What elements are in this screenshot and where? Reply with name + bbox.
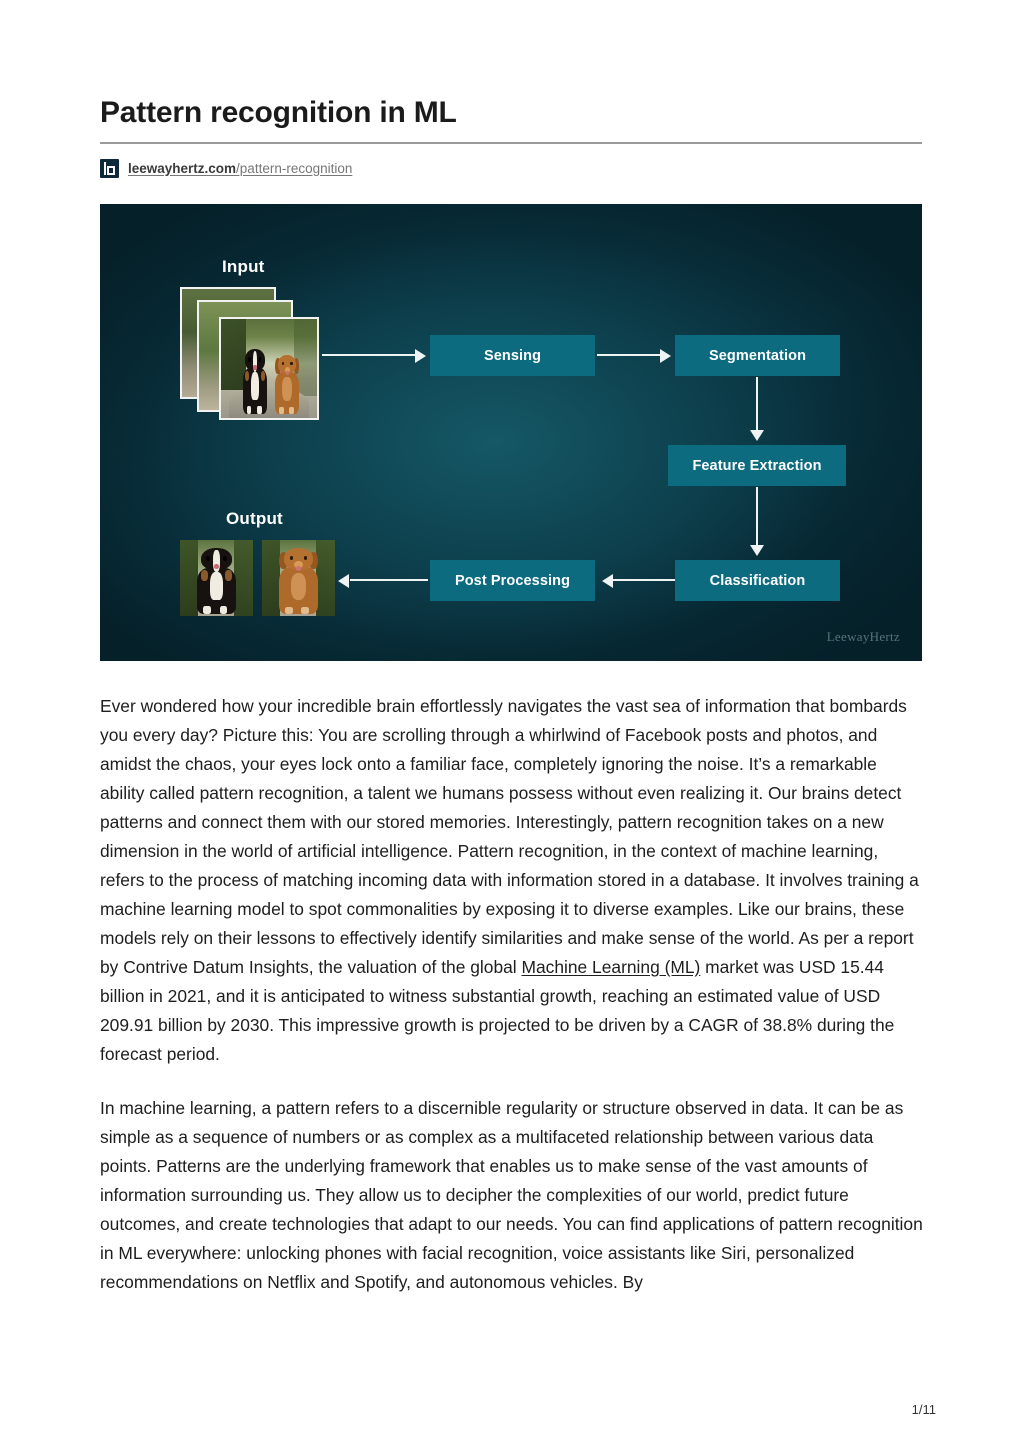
source-path: /pattern-recognition	[236, 160, 353, 176]
dog-dark-figure	[241, 349, 269, 414]
paragraph-1	[100, 692, 924, 1069]
arrow-head-classification-to-postprocessing	[602, 574, 613, 588]
page-content	[100, 0, 922, 1297]
input-photo-front	[219, 317, 319, 420]
arrow-sensing-to-segmentation	[597, 354, 661, 356]
figure-label-output: Output	[226, 509, 283, 528]
leewayhertz-logo-icon	[100, 159, 119, 178]
arrow-feature-to-classification	[756, 487, 758, 547]
arrow-head-input-to-sensing	[415, 349, 426, 363]
arrow-head-sensing-to-segmentation	[660, 349, 671, 363]
source-domain: leewayhertz.com	[128, 160, 237, 176]
paragraph-1-text-after-link: market was USD 15.44 billion in 2021, and it is anticipated to witness substantial growth, reaching an estimated value of USD 209.91 billion by 2030. This impressive growth is projected to be driven by a CAGR of 38.8% during the forecast period.	[100, 957, 895, 1064]
figure-watermark: LeewayHertz	[826, 629, 900, 644]
arrow-classification-to-postprocessing	[613, 579, 675, 581]
diagram-node-sensing: Sensing	[430, 335, 595, 376]
arrow-segmentation-to-feature	[756, 377, 758, 432]
diagram-node-segmentation: Segmentation	[675, 335, 840, 376]
figure-label-input: Input	[222, 257, 265, 276]
arrow-head-segmentation-to-feature	[750, 430, 764, 441]
output-photo-group	[180, 540, 335, 616]
machine-learning-link[interactable]: Machine Learning (ML)	[521, 957, 701, 977]
source-url-text[interactable]	[128, 161, 352, 176]
page-title: Pattern recognition in ML	[100, 96, 457, 129]
arrow-input-to-sensing	[322, 354, 418, 356]
article-body	[100, 692, 924, 1297]
arrow-head-postprocessing-to-output	[338, 574, 349, 588]
diagram-node-feature-extraction: Feature Extraction	[668, 445, 846, 486]
diagram-node-post-processing: Post Processing	[430, 560, 595, 601]
output-photo-bernese	[180, 540, 253, 616]
input-photo-stack	[180, 287, 325, 420]
diagram-node-classification: Classification	[675, 560, 840, 601]
paragraph-1-text-before-link: Ever wondered how your incredible brain effortlessly navigates the vast sea of information that bombards you every day? Picture this: You are scrolling through a whirlwind of Facebook posts and photos, and amidst the chaos, your eyes lock onto a familiar face, completely ignoring the noise. It’s a remarkable ability called pattern recognition, a talent we humans possess without even realizing it. Our brains detect patterns and connect them with our stored memories. Interestingly, pattern recognition takes on a new dimension in the world of artificial intelligence. Pattern recognition, in the context of machine learning, refers to the process of matching incoming data with information stored in a database. It involves training a machine learning model to spot commonalities by exposing it to diverse examples. Like our brains, these models rely on their lessons to effectively identify similarities and make sense of the world. As per a report by Contrive Datum Insights, the valuation of the global	[100, 696, 919, 977]
arrow-head-feature-to-classification	[750, 545, 764, 556]
page-number: 1/11	[911, 1402, 936, 1417]
source-url-line[interactable]	[100, 158, 922, 178]
paragraph-2: In machine learning, a pattern refers to a discernible regularity or structure observed in data. It can be as simple as a sequence of numbers or as complex as a multifaceted relationship between various data points. Patterns are the underlying framework that enables us to make sense of the vast amounts of information surrounding us. They allow us to decipher the complexities of our world, predict future outcomes, and create technologies that adapt to our needs. You can find applications of pattern recognition in ML everywhere: unlocking phones with facial recognition, voice assistants like Siri, personalized recommendations on Netflix and Spotify, and autonomous vehicles. By	[100, 1098, 923, 1292]
dog-gold-figure	[274, 355, 301, 414]
pattern-recognition-pipeline-diagram	[100, 204, 922, 661]
arrow-postprocessing-to-output	[350, 579, 428, 581]
title-divider	[100, 142, 922, 144]
output-photo-retriever	[262, 540, 335, 616]
